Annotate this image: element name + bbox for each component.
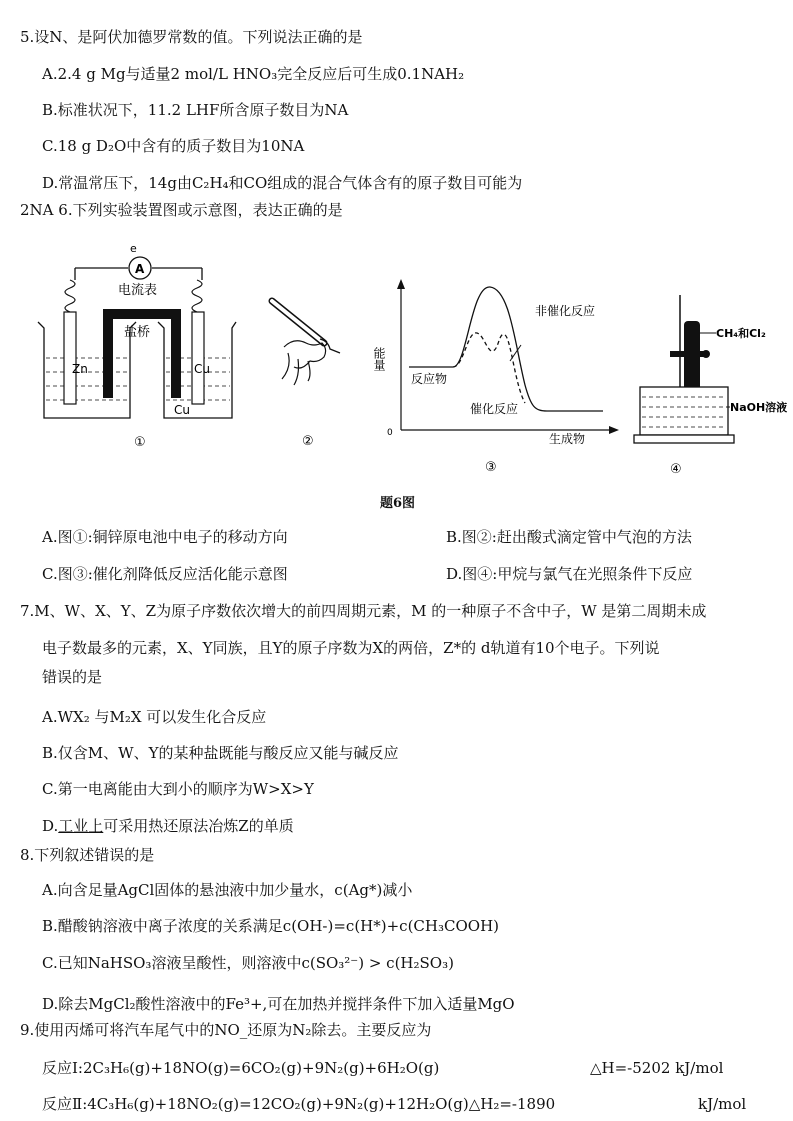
- q7-option-c: C.第一电离能由大到小的顺序为W>X>Y: [42, 780, 314, 798]
- q5-option-c: C.18 g D₂O中含有的质子数目为10NA: [42, 137, 305, 155]
- electron-label: e: [130, 242, 137, 255]
- spring-left-icon: [65, 280, 75, 312]
- svg-text:反应物: 反应物: [411, 372, 448, 386]
- svg-text:非催化反应: 非催化反应: [535, 304, 596, 318]
- figure-methane-chlorination: [630, 285, 790, 480]
- q8-option-b: B.醋酸钠溶液中离子浓度的关系满足c(OH-)=c(H*)+c(CH₃COOH): [42, 917, 499, 935]
- q6-option-a: A.图①:铜锌原电池中电子的移动方向: [42, 528, 288, 546]
- q6-option-d: D.图④:甲烷与氯气在光照条件下反应: [446, 565, 693, 583]
- svg-text:NaOH溶液: NaOH溶液: [730, 401, 788, 414]
- figure-number: ①: [134, 435, 146, 450]
- figure-number: ③: [485, 460, 497, 475]
- svg-text:A: A: [135, 262, 145, 276]
- salt-bridge-label: 盐桥: [124, 325, 151, 340]
- hand-icon: [282, 341, 326, 385]
- q9-reaction-1-enthalpy: △H=-5202 kJ/mol: [590, 1059, 724, 1077]
- q7-stem-1: 7.M、W、X、Y、Z为原子序数依次增大的前四周期元素，M 的一种原子不含中子，W 是第二周期未成: [20, 602, 707, 620]
- q5-option-d: D.常温常压下，14g由C₂H₄和CO组成的混合气体含有的原子数目可能为: [42, 174, 523, 192]
- q8-option-c: C.已知NaHSO₃溶液呈酸性，则溶液中c(SO₃²⁻) > c(H₂SO₃): [42, 954, 454, 972]
- svg-text:Zn: Zn: [72, 362, 88, 376]
- q9-reaction-2-unit: kJ/mol: [698, 1095, 747, 1113]
- svg-text:Cu: Cu: [174, 403, 190, 417]
- q8-option-d: D.除去MgCl₂酸性溶液中的Fe³+,可在加热并搅拌条件下加入适量MgO: [42, 995, 515, 1013]
- q9-reaction-1: 反应I:2C₃H₆(g)+18NO(g)=6CO₂(g)+9N₂(g)+6H₂O(g): [42, 1059, 440, 1077]
- q6-option-c: C.图③:催化剂降低反应活化能示意图: [42, 565, 288, 583]
- svg-text:Cu: Cu: [194, 362, 210, 376]
- q7-option-a: A.WX₂ 与M₂X 可以发生化合反应: [42, 708, 267, 726]
- q7-option-b: B.仅含M、W、Y的某种盐既能与酸反应又能与碱反应: [42, 744, 399, 762]
- spring-right-icon: [192, 280, 202, 312]
- q7-option-d: D.工业上可采用热还原法冶炼Z的单质: [42, 817, 294, 835]
- q5-option-d-cont: 2NA 6.下列实验装置图或示意图，表达正确的是: [20, 201, 343, 219]
- figure-number: ②: [302, 434, 314, 449]
- figure-caption: 题6图: [380, 496, 416, 511]
- q7-stem-2: 电子数最多的元素，X、Y同族，且Y的原子序数为X的两倍，Z*的 d轨道有10个电子。下列说: [42, 639, 660, 657]
- figure-energy-diagram: [372, 275, 625, 475]
- svg-text:生成物: 生成物: [549, 432, 586, 446]
- figure-burette: [262, 295, 352, 455]
- cu-electrode: [192, 312, 204, 404]
- q9-reaction-2: 反应Ⅱ:4C₃H₆(g)+18NO₂(g)=12CO₂(g)+9N₂(g)+12H₂O(g)△H₂=-1890: [42, 1095, 556, 1113]
- q7-stem-3: 错误的是: [42, 668, 103, 686]
- figure-galvanic-cell: [30, 240, 240, 455]
- svg-text:CH₄和Cl₂: CH₄和Cl₂: [716, 327, 766, 340]
- q5-option-b: B.标准状况下，11.2 LHF所含原子数目为NA: [42, 101, 349, 119]
- svg-text:0: 0: [387, 428, 393, 438]
- zn-electrode: [64, 312, 76, 404]
- q8-option-a: A.向含足量AgCl固体的悬浊液中加少量水，c(Ag*)减小: [42, 881, 413, 899]
- q5-option-a: A.2.4 g Mg与适量2 mol/L HNO₃完全反应后可生成0.1NAH₂: [42, 65, 465, 83]
- figure-number: ④: [670, 462, 682, 477]
- y-axis-label: 能量: [372, 347, 386, 371]
- ammeter-label: 电流表: [118, 283, 158, 298]
- catalyzed-curve: [453, 333, 525, 403]
- svg-text:催化反应: 催化反应: [470, 402, 519, 416]
- q9-stem: 9.使用丙烯可将汽车尾气中的NO_还原为N₂除去。主要反应为: [20, 1021, 432, 1039]
- q5-stem: 5.设N、是阿伏加德罗常数的值。下列说法正确的是: [20, 28, 363, 46]
- q6-option-b: B.图②:赶出酸式滴定管中气泡的方法: [446, 528, 692, 546]
- trough: [640, 387, 728, 435]
- q8-stem: 8.下列叙述错误的是: [20, 846, 155, 864]
